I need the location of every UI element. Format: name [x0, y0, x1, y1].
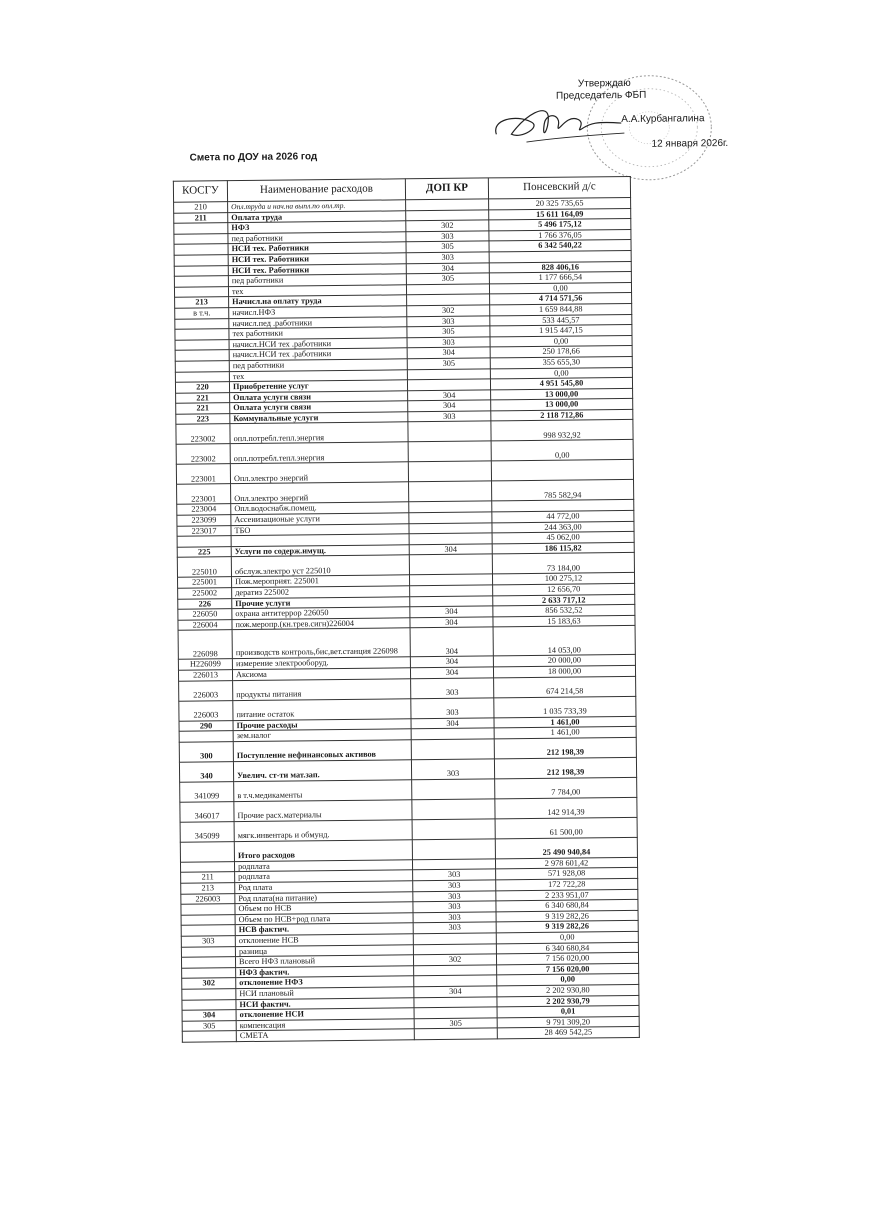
cell-expense-name: Опл.электро энергий	[231, 482, 409, 504]
cell-dop-kr: 305	[407, 326, 490, 337]
cell-kosgu: 226003	[181, 893, 235, 904]
cell-expense-name: Аксиома	[232, 668, 410, 680]
cell-kosgu	[181, 925, 235, 936]
cell-kosgu	[180, 841, 234, 862]
cell-expense-name: Опл.труда и нач.на выпл.по опл.тр.	[228, 200, 406, 212]
cell-expense-name: Оплата услуги связи	[230, 390, 408, 402]
cell-kosgu	[180, 861, 234, 872]
cell-expense-name: Приобретение услуг	[229, 380, 407, 392]
cell-dop-kr: 304	[407, 347, 490, 358]
cell-kosgu: 213	[181, 883, 235, 894]
cell-dop-kr: 304	[410, 617, 493, 628]
cell-amount: 785 582,94	[492, 480, 634, 501]
cell-expense-name: Род плата	[235, 881, 413, 893]
cell-amount: 73 184,00	[492, 553, 634, 574]
cell-amount: 250 178,66	[490, 346, 632, 358]
cell-dop-kr: 302	[407, 305, 490, 316]
cell-kosgu	[174, 276, 228, 287]
header-expense-name: Наименование расходов	[227, 179, 405, 202]
cell-kosgu: 210	[174, 202, 228, 213]
cell-dop-kr	[409, 481, 492, 502]
cell-dop-kr: 303	[411, 678, 494, 699]
cell-dop-kr: 303	[411, 759, 494, 780]
cell-amount: 212 198,39	[494, 737, 636, 758]
cell-kosgu	[175, 318, 229, 329]
cell-expense-name: родплата	[234, 860, 412, 872]
cell-expense-name: пед работники	[229, 359, 407, 371]
cell-expense-name: Прочие расходы	[233, 718, 411, 730]
cell-expense-name: Опл.водоснабж.помещ.	[231, 502, 409, 514]
document-title: Смета по ДОУ на 2026 год	[189, 151, 318, 164]
cell-expense-name: НСИ тех. Работники	[228, 263, 406, 275]
cell-amount	[491, 460, 633, 481]
cell-amount: 12 656,70	[493, 583, 635, 595]
cell-amount: 0,00	[490, 335, 632, 347]
cell-kosgu	[174, 244, 228, 255]
cell-kosgu	[182, 999, 236, 1010]
cell-kosgu: 226013	[178, 670, 232, 681]
cell-amount: 571 928,08	[496, 868, 638, 880]
cell-expense-name: пож.меропр.(кн.трев.сигн)226004	[232, 618, 410, 630]
cell-dop-kr: 303	[407, 337, 490, 348]
header-kindergarten: Понсевский д/с	[488, 176, 630, 198]
cell-dop-kr: 302	[406, 220, 489, 231]
cell-expense-name: тех	[228, 285, 406, 297]
cell-amount: 2 202 930,79	[497, 995, 639, 1007]
cell-kosgu: 213	[175, 297, 229, 308]
cell-kosgu: 304	[182, 1010, 236, 1021]
cell-expense-name: Прочие расх.материалы	[234, 800, 412, 822]
cell-kosgu	[175, 371, 229, 382]
cell-expense-name: производств контроль,бис,вет.станция 226098	[232, 628, 410, 659]
cell-expense-name: НСИ фактич.	[236, 997, 414, 1009]
cell-amount: 186 115,82	[492, 542, 634, 554]
cell-dop-kr	[412, 799, 495, 820]
cell-dop-kr	[408, 421, 491, 442]
cell-dop-kr: 304	[410, 656, 493, 667]
cell-expense-name: НСВ фактич.	[235, 923, 413, 935]
cell-amount: 9 791 309,20	[497, 1016, 639, 1028]
approval-block	[556, 77, 737, 152]
cell-kosgu: 223017	[177, 525, 231, 536]
cell-kosgu	[174, 265, 228, 276]
cell-dop-kr	[412, 819, 495, 840]
cell-kosgu: 221	[176, 392, 230, 403]
cell-kosgu: H226099	[178, 659, 232, 670]
cell-dop-kr	[411, 739, 494, 760]
cell-dop-kr: 305	[414, 1018, 497, 1029]
cell-expense-name: разница	[235, 944, 413, 956]
cell-expense-name: Увелич. ст-ти мат.зап.	[233, 760, 411, 782]
cell-kosgu: 302	[182, 978, 236, 989]
cell-amount: 212 198,39	[494, 757, 636, 778]
cell-amount: 18 000,00	[493, 665, 635, 677]
cell-kosgu	[175, 350, 229, 361]
cell-expense-name: НСИ плановый	[236, 987, 414, 999]
cell-kosgu: 303	[181, 936, 235, 947]
cell-amount: 244 363,00	[492, 521, 634, 533]
header-dop-kr: ДОП КР	[405, 178, 488, 200]
cell-dop-kr: 305	[406, 241, 489, 252]
cell-kosgu	[174, 286, 228, 297]
cell-kosgu	[182, 967, 236, 978]
cell-expense-name: НФЗ фактич.	[236, 965, 414, 977]
cell-kosgu: 226004	[178, 619, 232, 630]
cell-expense-name: Объем по НСВ+род плата	[235, 913, 413, 925]
cell-expense-name: тех	[229, 369, 407, 381]
cell-kosgu: 225002	[178, 588, 232, 599]
cell-dop-kr: 304	[410, 627, 493, 657]
cell-amount: 28 469 542,25	[497, 1027, 639, 1039]
cell-expense-name: Ассенизационые услуги	[231, 513, 409, 525]
cell-dop-kr: 304	[410, 606, 493, 617]
cell-amount: 20 000,00	[493, 655, 635, 667]
cell-dop-kr: 305	[406, 273, 489, 284]
cell-expense-name: Услуги по содерж.имущ.	[231, 545, 409, 557]
cell-kosgu	[174, 233, 228, 244]
cell-dop-kr: 303	[413, 922, 496, 933]
cell-dop-kr: 304	[414, 986, 497, 997]
cell-amount: 13 000,00	[491, 399, 633, 411]
cell-dop-kr: 304	[410, 667, 493, 678]
cell-amount: 828 406,16	[489, 261, 631, 273]
cell-amount: 20 325 735,65	[489, 197, 631, 209]
cell-expense-name: компенсация	[236, 1018, 414, 1030]
cell-amount: 5 496 175,12	[489, 219, 631, 231]
cell-kosgu: 220	[175, 382, 229, 393]
cell-amount: 7 156 020,00	[496, 953, 638, 965]
cell-amount: 1 461,00	[494, 727, 636, 739]
cell-expense-name: опл.потребл.тепл.энергия	[230, 422, 408, 444]
cell-expense-name: Оплата услуги связи	[230, 401, 408, 413]
cell-dop-kr: 304	[411, 718, 494, 729]
cell-expense-name: Прочие услуги	[232, 596, 410, 608]
cell-kosgu: 225010	[177, 557, 231, 578]
cell-dop-kr: 304	[406, 262, 489, 273]
cell-expense-name: измерение электрооборуд.	[232, 657, 410, 669]
cell-dop-kr: 304	[408, 400, 491, 411]
cell-kosgu: 305	[182, 1020, 236, 1031]
cell-expense-name: НСИ тех. Работники	[228, 253, 406, 265]
approval-name: А.А.Курбангалина	[621, 113, 705, 126]
cell-amount: 0,00	[490, 367, 632, 379]
cell-kosgu: 290	[179, 720, 233, 731]
cell-dop-kr: 303	[411, 698, 494, 719]
cell-amount: 1 766 376,05	[489, 229, 631, 241]
cell-kosgu: 223001	[177, 484, 231, 505]
cell-amount: 0,00	[496, 931, 638, 943]
cell-amount: 1 461,00	[494, 716, 636, 728]
cell-amount: 45 062,00	[492, 532, 634, 544]
cell-kosgu: 223099	[177, 515, 231, 526]
cell-kosgu	[177, 536, 231, 547]
cell-expense-name: в т.ч.медикаменты	[234, 780, 412, 802]
cell-amount: 172 722,28	[496, 878, 638, 890]
cell-amount: 1 915 447,15	[490, 325, 632, 337]
cell-amount: 15 183,63	[493, 615, 635, 627]
cell-amount: 6 340 680,84	[496, 900, 638, 912]
cell-amount: 142 914,39	[495, 797, 637, 818]
cell-dop-kr: 303	[413, 869, 496, 880]
cell-amount: 2 233 951,07	[496, 889, 638, 901]
cell-dop-kr	[408, 461, 491, 482]
cell-amount: 4 951 545,80	[490, 378, 632, 390]
cell-expense-name: питание остаток	[233, 698, 411, 720]
cell-kosgu: 226	[178, 598, 232, 609]
cell-amount: 0,00	[497, 974, 639, 986]
estimate-table	[173, 176, 640, 1043]
cell-kosgu	[181, 914, 235, 925]
cell-dop-kr: 303	[407, 315, 490, 326]
cell-amount: 2 978 601,42	[495, 857, 637, 869]
cell-amount: 0,00	[491, 440, 633, 461]
cell-dop-kr: 304	[408, 390, 491, 401]
cell-amount: 2 118 712,86	[491, 409, 633, 421]
cell-expense-name: продукты питания	[233, 678, 411, 700]
cell-kosgu: 221	[176, 403, 230, 414]
cell-amount: 4 714 571,56	[490, 293, 632, 305]
cell-amount: 1 177 666,54	[489, 272, 631, 284]
cell-expense-name: Род плата(на питание)	[235, 891, 413, 903]
cell-dop-kr: 302	[413, 954, 496, 965]
cell-kosgu: 223	[176, 414, 230, 425]
cell-expense-name: Поступление нефинансовых активов	[233, 740, 411, 762]
cell-expense-name: охрана антитеррор 226050	[232, 607, 410, 619]
cell-amount: 6 340 680,84	[496, 942, 638, 954]
cell-expense-name: начисл.НСИ тех .работники	[229, 348, 407, 360]
cell-dop-kr	[414, 1028, 497, 1039]
cell-expense-name: отклонение НСВ	[235, 934, 413, 946]
cell-dop-kr: 303	[413, 890, 496, 901]
cell-kosgu: 223004	[177, 504, 231, 515]
cell-kosgu: 341099	[180, 781, 234, 802]
cell-kosgu: в т.ч.	[175, 308, 229, 319]
cell-amount: 7 784,00	[495, 777, 637, 798]
cell-kosgu	[181, 946, 235, 957]
cell-dop-kr	[408, 441, 491, 462]
cell-expense-name: СМЕТА	[236, 1029, 414, 1041]
cell-kosgu: 211	[174, 212, 228, 223]
cell-expense-name: начисл.НСИ тех .работники	[229, 338, 407, 350]
cell-dop-kr: 303	[406, 231, 489, 242]
cell-kosgu: 346017	[180, 801, 234, 822]
cell-expense-name: мягк.инвентарь и обмунд.	[234, 820, 412, 842]
cell-amount: 2 202 930,80	[497, 984, 639, 996]
cell-amount: 0,00	[489, 282, 631, 294]
cell-amount: 533 445,57	[490, 314, 632, 326]
cell-amount: 6 342 540,22	[489, 240, 631, 252]
cell-expense-name: пед работники	[228, 232, 406, 244]
cell-amount: 61 500,00	[495, 817, 637, 838]
cell-amount: 25 490 940,84	[495, 837, 637, 858]
cell-amount: 13 000,00	[491, 388, 633, 400]
cell-kosgu: 223002	[176, 444, 230, 465]
cell-expense-name: НСИ тех. Работники	[228, 242, 406, 254]
cell-dop-kr: 304	[409, 544, 492, 555]
cell-kosgu	[182, 1031, 236, 1042]
cell-kosgu	[181, 957, 235, 968]
cell-dop-kr	[409, 554, 492, 575]
cell-amount: 2 633 717,12	[493, 594, 635, 606]
cell-dop-kr: 303	[413, 880, 496, 891]
cell-amount: 9 319 282,26	[496, 921, 638, 933]
cell-kosgu	[179, 731, 233, 742]
cell-expense-name: дератиз 225002	[232, 586, 410, 598]
table-row	[178, 626, 635, 660]
cell-dop-kr: 303	[413, 901, 496, 912]
cell-amount: 355 655,30	[490, 356, 632, 368]
cell-kosgu: 211	[181, 872, 235, 883]
cell-kosgu	[175, 361, 229, 372]
cell-expense-name: отклонение НСИ	[236, 1008, 414, 1020]
header-kosgu: КОСГУ	[173, 181, 227, 203]
cell-expense-name: Пож.мероприят. 225001	[232, 575, 410, 587]
cell-amount: 674 214,58	[494, 676, 636, 697]
cell-amount: 100 275,12	[492, 573, 634, 585]
cell-expense-name: тех работники	[229, 327, 407, 339]
cell-dop-kr	[412, 839, 495, 860]
cell-kosgu: 345099	[180, 821, 234, 842]
cell-amount: 998 932,92	[491, 420, 633, 441]
cell-kosgu: 340	[179, 761, 233, 782]
cell-amount: 7 156 020,00	[497, 963, 639, 975]
cell-kosgu	[181, 904, 235, 915]
cell-expense-name: Начисл.на оплату труда	[229, 295, 407, 307]
cell-kosgu	[174, 255, 228, 266]
cell-kosgu	[175, 329, 229, 340]
cell-expense-name: опл.потребл.тепл.энергия	[230, 442, 408, 464]
cell-expense-name: отклонение НФЗ	[236, 976, 414, 988]
cell-expense-name: обслуж.электро уст 225010	[231, 555, 409, 577]
cell-expense-name: зем.налог	[233, 729, 411, 741]
cell-kosgu: 300	[179, 741, 233, 762]
approval-date: 12 января 2026г.	[651, 137, 729, 150]
cell-dop-kr	[412, 779, 495, 800]
cell-kosgu	[175, 339, 229, 350]
cell-expense-name: пед работники	[228, 274, 406, 286]
cell-amount: 44 772,00	[492, 510, 634, 522]
approval-position: Председатель ФБП	[555, 89, 647, 102]
cell-dop-kr: 303	[406, 252, 489, 263]
cell-expense-name: НФЗ	[228, 221, 406, 233]
cell-expense-name: ТБО	[231, 523, 409, 535]
cell-kosgu: 223001	[176, 464, 230, 485]
cell-expense-name: Итого расходов	[234, 840, 412, 862]
cell-kosgu: 226098	[178, 630, 232, 660]
cell-kosgu	[174, 223, 228, 234]
cell-kosgu: 225001	[178, 577, 232, 588]
cell-dop-kr: 305	[407, 358, 490, 369]
cell-kosgu: 226050	[178, 609, 232, 620]
cell-kosgu: 226003	[179, 680, 233, 701]
cell-amount: 9 319 282,26	[496, 910, 638, 922]
cell-amount: 14 053,00	[493, 626, 635, 656]
cell-expense-name: Коммунальные услуги	[230, 412, 408, 424]
cell-amount: 15 611 164,09	[489, 208, 631, 220]
cell-kosgu: 226003	[179, 700, 233, 721]
cell-expense-name: Оплата труда	[228, 210, 406, 222]
cell-dop-kr: 303	[408, 411, 491, 422]
cell-amount: 1 035 733,39	[494, 696, 636, 717]
cell-expense-name: родплата	[235, 870, 413, 882]
cell-expense-name: Всего НФЗ плановый	[235, 955, 413, 967]
cell-dop-kr: 303	[413, 912, 496, 923]
approval-title: Утверждаю	[577, 77, 631, 90]
cell-expense-name: начисл.НФЗ	[229, 306, 407, 318]
cell-amount: 0,01	[497, 1006, 639, 1018]
cell-amount: 856 532,52	[493, 605, 635, 617]
cell-amount: 1 659 844,88	[490, 303, 632, 315]
cell-kosgu: 225	[177, 546, 231, 557]
cell-expense-name: Объем по НСВ	[235, 902, 413, 914]
cell-expense-name: Опл.электро энергий	[230, 462, 408, 484]
cell-expense-name: начисл.пед .работники	[229, 316, 407, 328]
cell-kosgu: 223002	[176, 424, 230, 445]
cell-kosgu	[182, 989, 236, 1000]
